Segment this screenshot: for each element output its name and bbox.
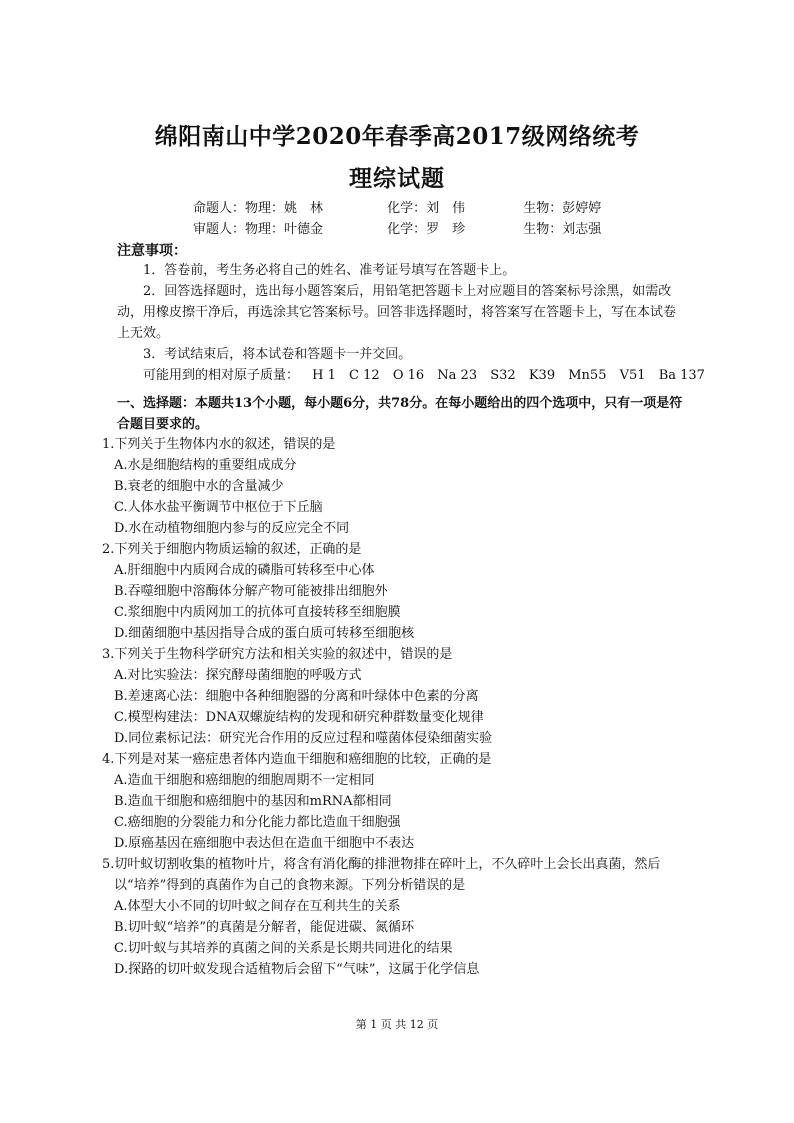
option-a: A.肝细胞中内质网合成的磷脂可转移至中心体: [114, 563, 375, 578]
option-d: D.水在动植物细胞内参与的反应完全不同: [114, 521, 350, 536]
question-stem: 5.切叶蚁切割收集的植物叶片，将含有消化酶的排泄物排在碎叶上，不久碎叶上会长出真菌，然后以“培养”得到的真菌作为自己的食物来源。下列分析错误的是: [102, 857, 661, 893]
reviewer-biology: 生物：刘志强: [523, 222, 602, 237]
mass-s: S32: [490, 368, 516, 383]
option-b: B.衰老的细胞中水的含量减少: [114, 479, 284, 494]
option-c: C.切叶蚁与其培养的真菌之间的关系是长期共同进化的结果: [114, 941, 453, 956]
question-stem: 2.下列关于细胞内物质运输的叙述，正确的是: [102, 542, 362, 557]
author-physics: 命题人：物理：姚 林: [193, 201, 324, 216]
mass-c: C 12: [349, 368, 380, 383]
option-b: B.造血干细胞和癌细胞中的基因和mRNA都相同: [114, 794, 392, 809]
reviewer-chemistry: 化学：罗 珍: [387, 222, 466, 237]
mass-o: O 16: [392, 368, 425, 383]
question-stem: 3.下列关于生物科学研究方法和相关实验的叙述中，错误的是: [102, 647, 453, 662]
section-heading: 一、选择题：本题共13个小题，每小题6分，共78分。在每小题给出的四个选项中，只有一项是符合题目要求的。: [117, 396, 683, 432]
option-a: A.对比实验法：探究酵母菌细胞的呼吸方式: [114, 668, 362, 683]
option-b: B.吞噬细胞中溶酶体分解产物可能被排出细胞外: [114, 584, 388, 599]
question-stem: 4.下列是对某一癌症患者体内造血干细胞和癌细胞的比较，正确的是: [102, 752, 492, 767]
author-chemistry: 化学：刘 伟: [387, 201, 466, 216]
question-list: [102, 434, 683, 980]
atomic-masses: [117, 365, 705, 386]
option-d: D.细菌细胞中基因指导合成的蛋白质可转移至细胞核: [114, 626, 415, 641]
option-a: A.水是细胞结构的重要组成成分: [114, 458, 297, 473]
note-item: 3．考试结束后，将本试卷和答题卡一并交回。: [143, 347, 412, 362]
question-4: [102, 749, 683, 854]
mass-ba: Ba 137: [658, 368, 705, 383]
option-d: D.探路的切叶蚁发现合适植物后会留下“气味”，这属于化学信息: [114, 962, 480, 977]
question-stem: 1.下列关于生物体内水的叙述，错误的是: [102, 437, 336, 452]
question-2: [102, 539, 683, 644]
note-item: 2．回答选择题时，选出每小题答案后，用铅笔把答题卡上对应题目的答案标号涂黑，如需改动，用橡皮擦干净后，再选涂其它答案标号。回答非选择题时，将答案写在答题卡上，写在本试卷上无效。: [117, 284, 677, 341]
notes-list: [117, 260, 705, 386]
mass-k: K39: [528, 368, 556, 383]
option-c: C.人体水盐平衡调节中枢位于下丘脑: [114, 500, 323, 515]
author-row-setters: [193, 198, 601, 219]
question-3: [102, 644, 683, 749]
notes-heading: 注意事项：: [117, 243, 187, 259]
note-item: 1．答卷前，考生务必将自己的姓名、准考证号填写在答题卡上。: [143, 263, 516, 278]
author-biology: 生物：彭婷婷: [523, 201, 602, 216]
author-row-reviewers: [193, 219, 601, 240]
option-c: C.癌细胞的分裂能力和分化能力都比造血干细胞强: [114, 815, 401, 830]
mass-na: Na 23: [437, 368, 478, 383]
question-5: [102, 854, 683, 980]
option-d: D.同位素标记法：研究光合作用的反应过程和噬菌体侵染细菌实验: [114, 731, 493, 746]
option-a: A.体型大小不同的切叶蚁之间存在互利共生的关系: [114, 899, 401, 914]
exam-subtitle: 理综试题: [349, 165, 445, 192]
page-number: 第 1 页 共 12 页: [355, 1018, 439, 1031]
question-1: [102, 434, 683, 539]
option-a: A.造血干细胞和癌细胞的细胞周期不一定相同: [114, 773, 375, 788]
mass-mn: Mn55: [568, 368, 607, 383]
option-b: B.差速离心法：细胞中各种细胞器的分离和叶绿体中色素的分离: [114, 689, 479, 704]
option-c: C.浆细胞中内质网加工的抗体可直接转移至细胞膜: [114, 605, 401, 620]
atomic-masses-label: 可能用到的相对原子质量：: [143, 368, 300, 383]
mass-h: H 1: [312, 368, 336, 383]
option-d: D.原癌基因在癌细胞中表达但在造血干细胞中不表达: [114, 836, 415, 851]
reviewer-physics: 审题人：物理：叶德金: [193, 222, 324, 237]
mass-v: V51: [619, 368, 646, 383]
option-b: B.切叶蚁“培养”的真菌是分解者，能促进碳、氮循环: [114, 920, 414, 935]
option-c: C.模型构建法：DNA双螺旋结构的发现和研究种群数量变化规律: [114, 710, 484, 725]
exam-title: 绵阳南山中学2020年春季高2017级网络统考: [154, 123, 640, 150]
author-block: [193, 198, 601, 240]
